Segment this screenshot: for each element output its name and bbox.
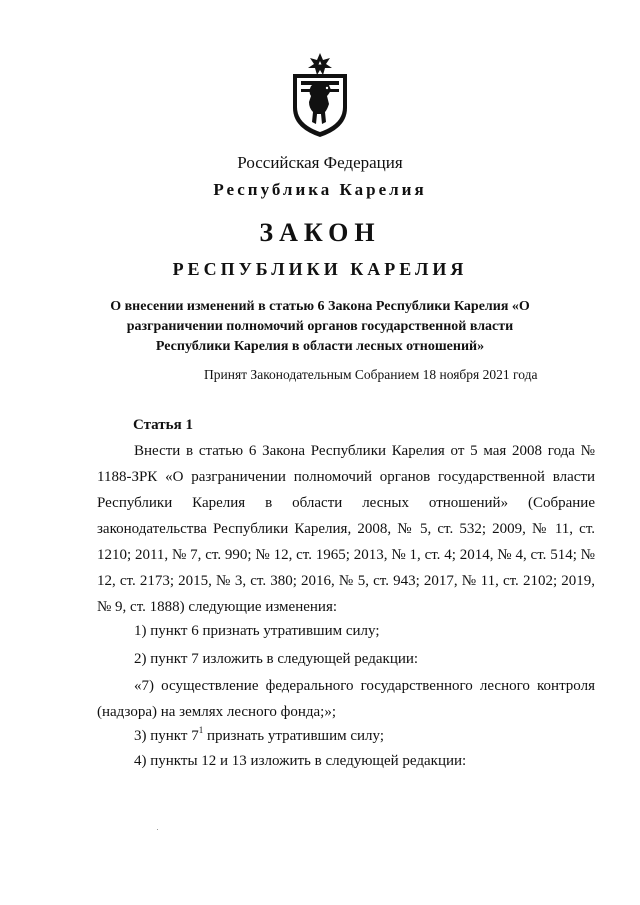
country-name: Российская Федерация bbox=[237, 153, 403, 172]
karelia-coat-of-arms-icon bbox=[287, 52, 353, 138]
list-item-3 bbox=[134, 723, 384, 749]
list-item-3-superscript: 1 bbox=[198, 725, 204, 735]
list-item-1: 1) пункт 6 признать утратившим силу; bbox=[134, 623, 380, 639]
article-intro-paragraph: Внести в статью 6 Закона Республики Карелия от 5 мая 2008 года № 1188-ЗРК «О разграничении полномочий органов государственной власти Республики Карелия в области лесных отношений» (Собрание законодательства Республики Карелия, 2008, № 5, ст. 532; 2009, № 11, ст. 1210; 2011, № 7, ст. 990; № 12, ст. 1965; 2013, № 1, ст. 4; 2014, № 4, ст. 514; № 12, ст. 2173; 2015, № 3, ст. 380; 2016, № 5, ст. 943; 2017, № 11, ст. 2102; 2019, № 9, ст. 1888) следующие изменения: bbox=[97, 443, 595, 615]
scan-speck bbox=[157, 829, 158, 830]
document-type: ЗАКОН bbox=[259, 218, 381, 247]
law-title: О внесении изменений в статью 6 Закона Республики Карелия «О разграничении полномочий органов государственной власти Республики Карелия в области лесных отношений» bbox=[110, 299, 530, 354]
list-item-3-pre: 3) пункт 7 bbox=[134, 728, 199, 744]
quoted-item-7: «7) осуществление федерального государственного лесного контроля (надзора) на землях лесного фонда;»; bbox=[97, 678, 595, 720]
list-item-3-post: признать утратившим силу; bbox=[203, 728, 385, 744]
article-heading: Статья 1 bbox=[133, 417, 193, 433]
document-type-subtitle: РЕСПУБЛИКИ КАРЕЛИЯ bbox=[172, 259, 468, 279]
republic-name: Республика Карелия bbox=[213, 180, 427, 199]
list-item-2: 2) пункт 7 изложить в следующей редакции: bbox=[134, 651, 419, 667]
adoption-note: Принят Законодательным Собранием 18 ноября 2021 года bbox=[204, 367, 538, 382]
list-item-4: 4) пункты 12 и 13 изложить в следующей редакции: bbox=[134, 753, 467, 769]
